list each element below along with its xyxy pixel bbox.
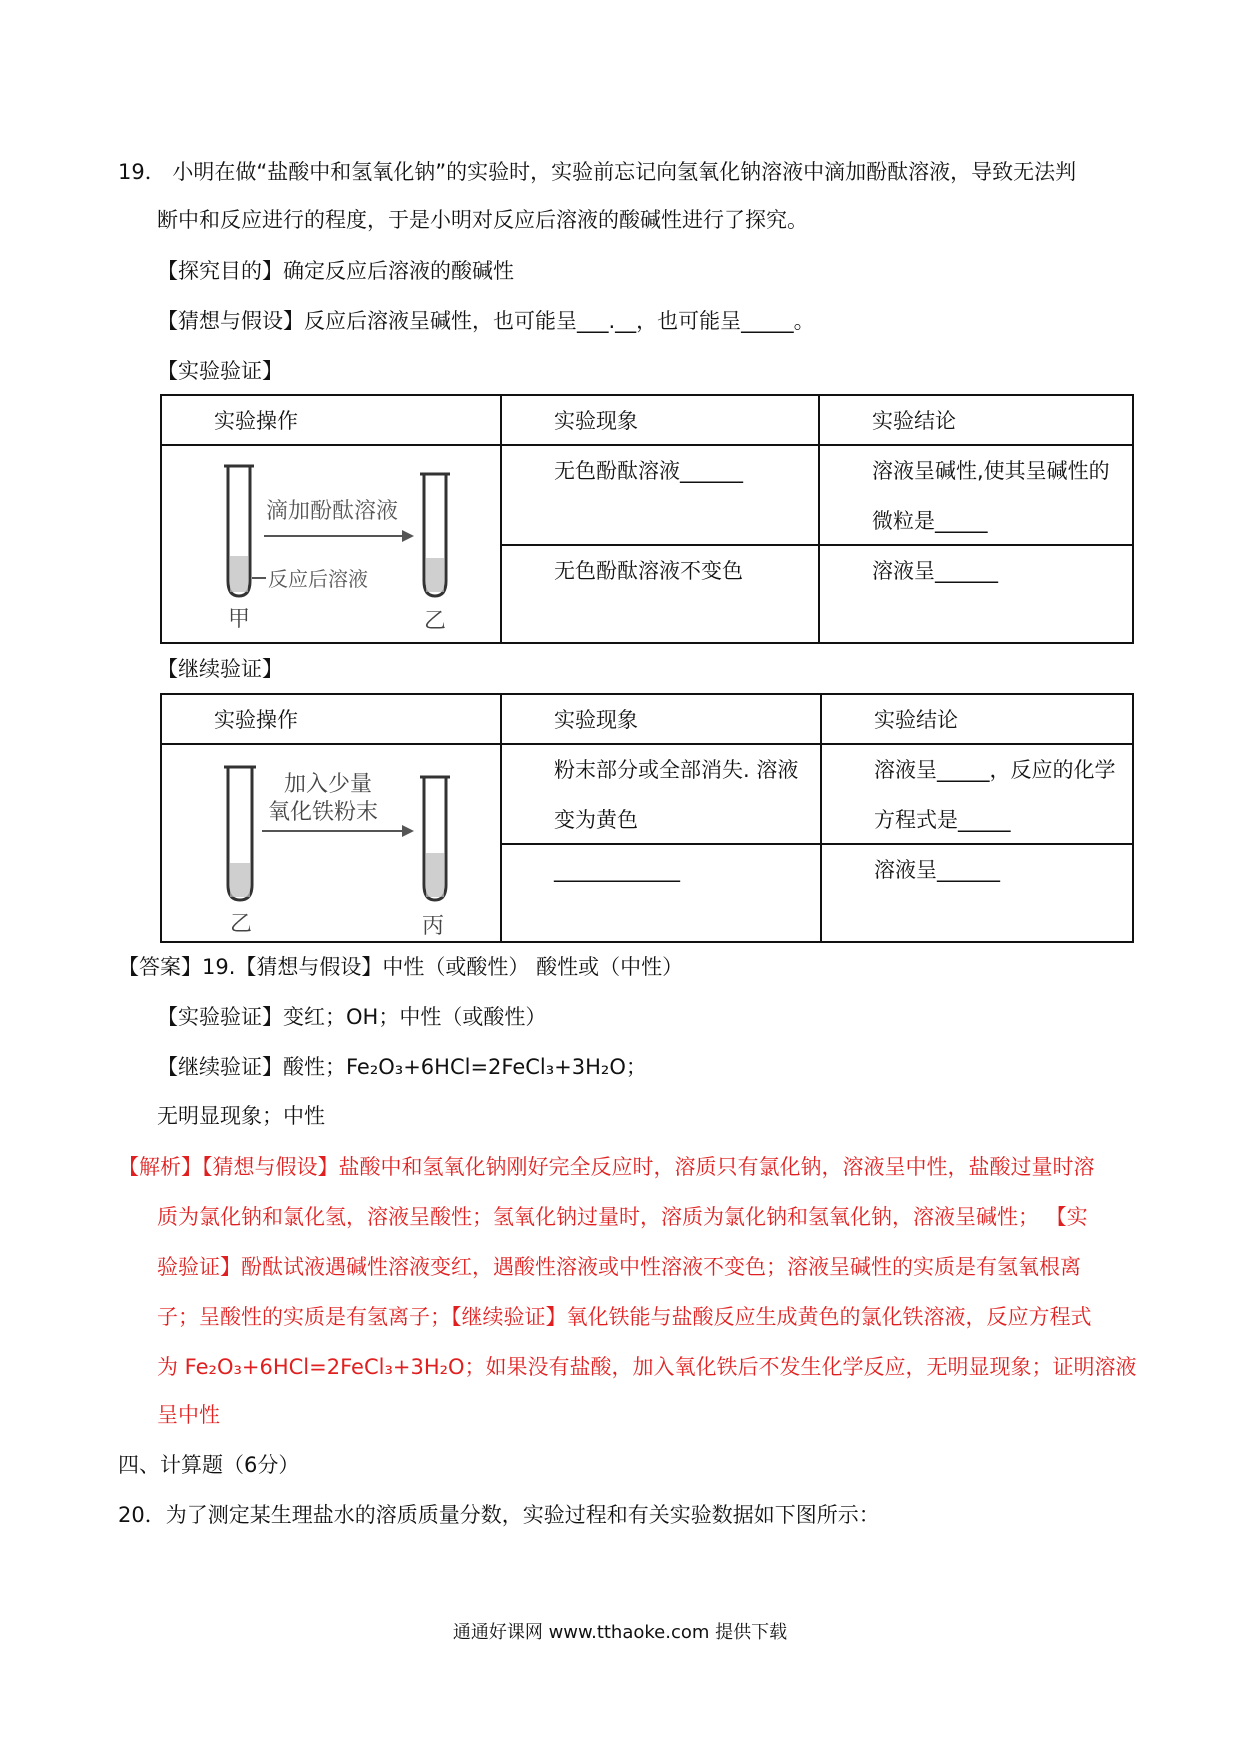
table1-diagram-cell — [161, 445, 501, 643]
continue-title: 【继续验证】 — [157, 657, 283, 681]
answer-line1: 【答案】19.【猜想与假设】中性（或酸性） 酸性或（中性） — [118, 955, 684, 979]
analysis-line6: 呈中性 — [157, 1403, 220, 1427]
q20-text: 20．为了测定某生理盐水的溶质质量分数，实验过程和有关实验数据如下图所示： — [118, 1503, 880, 1527]
analysis-line2: 质为氯化钠和氯化氢，溶液呈酸性；氢氧化钠过量时，溶质为氯化钠和氢氧化钠，溶液呈碱性； 【实 — [157, 1205, 1088, 1229]
analysis-line1: 【解析】【猜想与假设】盐酸中和氢氧化钠刚好完全反应时，溶质只有氯化钠，溶液呈中性，盐酸过量时溶 — [118, 1155, 1095, 1179]
table1-r1-phenomenon: 无色酚酞溶液______ — [501, 445, 819, 545]
diagram2-arrow-label-1: 加入少量 — [284, 772, 373, 797]
table1-r2-conclusion: 溶液呈______ — [819, 545, 1133, 643]
q19-line1: 19． 小明在做“盐酸中和氢氧化钠”的实验时，实验前忘记向氢氧化钠溶液中滴加酚酞溶液，导致无法判 — [118, 160, 1077, 184]
table2-r2-conclusion: 溶液呈______ — [821, 844, 1133, 942]
table2-diagram-cell — [161, 744, 501, 942]
test-tube-diagram-2 — [162, 745, 498, 941]
diagram1-arrow-label: 滴加酚酞溶液 — [266, 499, 399, 524]
diagram1-side-label: 反应后溶液 — [268, 567, 368, 591]
diagram1-right-tube-label: 乙 — [424, 609, 447, 634]
table1-r2-phenomenon: 无色酚酞溶液不变色 — [501, 545, 819, 643]
analysis-line4: 子；呈酸性的实质是有氢离子；【继续验证】氧化铁能与盐酸反应生成黄色的氯化铁溶液，反应方程式 — [157, 1305, 1092, 1329]
diagram2-right-tube-label: 丙 — [422, 914, 445, 939]
hypothesis: 【猜想与假设】反应后溶液呈碱性，也可能呈___.__，也可能呈_____。 — [157, 309, 815, 333]
diagram2-arrow-label-2: 氧化铁粉末 — [268, 800, 379, 825]
purpose: 【探究目的】确定反应后溶液的酸碱性 — [157, 259, 514, 283]
answer-line4: 无明显现象；中性 — [157, 1104, 325, 1128]
answer-line3: 【继续验证】酸性；Fe₂O₃+6HCl=2FeCl₃+3H₂O； — [157, 1055, 647, 1079]
analysis-line3: 验验证】酚酞试液遇碱性溶液变红，遇酸性溶液或中性溶液不变色；溶液呈碱性的实质是有氢氧根离 — [157, 1255, 1081, 1279]
table2-header-conclusion: 实验结论 — [821, 694, 1133, 744]
table2-r1-phenomenon: 粉末部分或全部消失. 溶液 变为黄色 — [501, 744, 821, 844]
table2-r2-phenomenon: ____________ — [501, 844, 821, 942]
table2-header-operation: 实验操作 — [161, 694, 501, 744]
q19-line2: 断中和反应进行的程度，于是小明对反应后溶液的酸碱性进行了探究。 — [157, 208, 808, 232]
diagram1-left-tube-label: 甲 — [228, 607, 251, 632]
table1-r1-conclusion: 溶液呈碱性,使其呈碱性的 微粒是_____ — [819, 445, 1133, 545]
table2-r1-conclusion: 溶液呈_____，反应的化学 方程式是_____ — [821, 744, 1133, 844]
table1-header-conclusion: 实验结论 — [819, 395, 1133, 445]
experiment-table-2 — [160, 693, 1134, 943]
table1-header-operation: 实验操作 — [161, 395, 501, 445]
experiment-table-1 — [160, 394, 1134, 644]
table1-header-phenomenon: 实验现象 — [501, 395, 819, 445]
diagram2-left-tube-label: 乙 — [230, 912, 253, 937]
section-4-heading: 四、计算题（6分） — [118, 1453, 300, 1477]
analysis-line5: 为 Fe₂O₃+6HCl=2FeCl₃+3H₂O；如果没有盐酸，加入氧化铁后不发生化学反应，无明显现象；证明溶液 — [157, 1355, 1137, 1379]
test-tube-diagram-1 — [162, 446, 498, 642]
answer-line2: 【实验验证】变红；OH；中性（或酸性） — [157, 1005, 547, 1029]
table2-header-phenomenon: 实验现象 — [501, 694, 821, 744]
page-footer: 通通好课网 www.tthaoke.com 提供下载 — [452, 1622, 788, 1643]
verify-title: 【实验验证】 — [157, 359, 283, 383]
